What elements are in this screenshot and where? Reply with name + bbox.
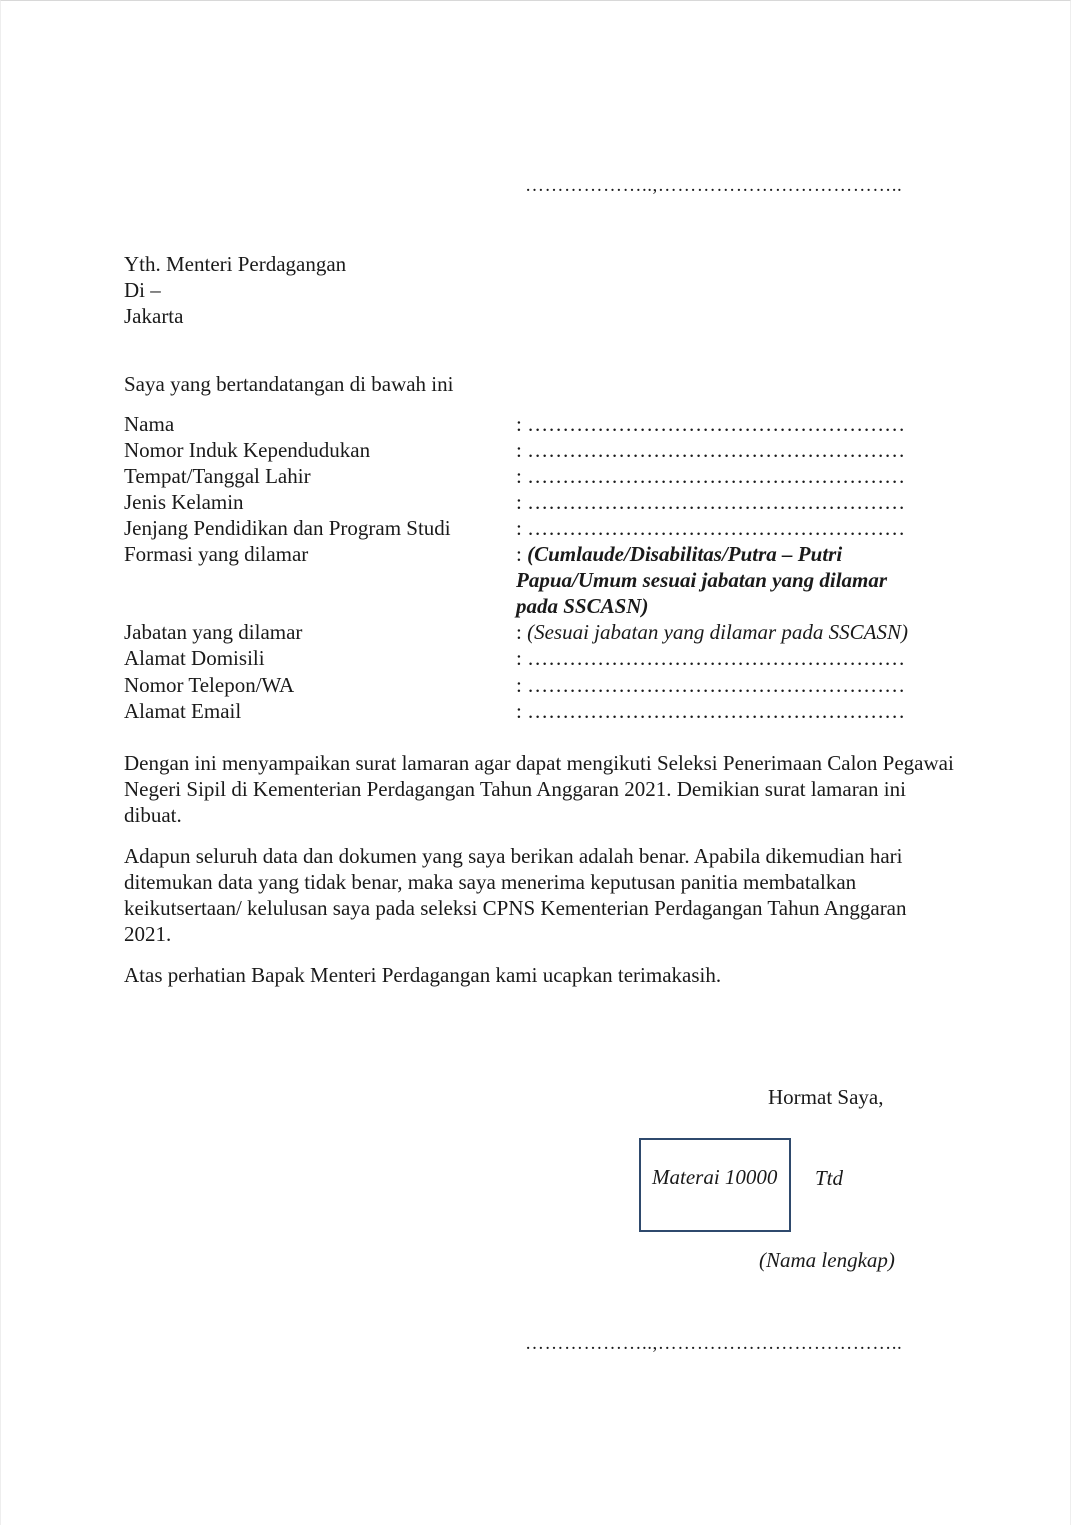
field-value-jabatan (516, 619, 908, 645)
field-value-gender: : ……………………………………………… (516, 490, 906, 514)
field-label-jabatan: Jabatan yang dilamar (124, 620, 303, 644)
field-value-jabatan-prefix: : (516, 620, 528, 644)
body-paragraph-3: Atas perhatian Bapak Menteri Perdagangan kami ucapkan terimakasih. (124, 963, 722, 987)
field-value-ttl: : ……………………………………………… (516, 464, 906, 488)
signer-name: (Nama lengkap) (759, 1248, 895, 1272)
field-value-formasi-3: pada SSCASN) (516, 594, 649, 618)
field-value-education: : ……………………………………………… (516, 516, 906, 540)
field-value-phone: : ……………………………………………… (516, 673, 906, 697)
field-label-nik: Nomor Induk Kependudukan (124, 438, 371, 462)
place-date-top: ………………..,……………………………….. (525, 175, 903, 196)
field-value-formasi-prefix: : (516, 542, 528, 566)
body-paragraph-1: Dengan ini menyampaikan surat lamaran agar dapat mengikuti Seleksi Penerimaan Calon Pegawai Negeri Sipil di Kementerian Perdagangan Tahun Anggaran 2021. Demikian surat lamaran ini dibuat. (124, 751, 954, 827)
field-value-domisili: : ……………………………………………… (516, 646, 906, 670)
field-label-nama: Nama (124, 412, 175, 436)
recipient-city: Jakarta (124, 304, 184, 328)
field-label-ttl: Tempat/Tanggal Lahir (124, 464, 311, 488)
field-value-jabatan-text: (Sesuai jabatan yang dilamar pada SSCASN) (527, 620, 908, 644)
field-value-email: : ……………………………………………… (516, 699, 906, 723)
field-label-email: Alamat Email (124, 699, 242, 723)
recipient-line: Yth. Menteri Perdagangan (124, 252, 347, 276)
field-label-formasi: Formasi yang dilamar (124, 542, 309, 566)
body-paragraph-2: Adapun seluruh data dan dokumen yang saya berikan adalah benar. Apabila dikemudian hari ditemukan data yang tidak benar, maka saya menerima keputusan panitia membatalkan keikutsertaan/ kelulusan saya pada seleksi CPNS Kementerian Perdagangan Tahun Anggaran 2021. (124, 844, 907, 946)
closing-text: Hormat Saya, (768, 1085, 884, 1109)
field-value-formasi-text-1: (Cumlaude/Disabilitas/Putra – Putri (527, 542, 843, 566)
signature-mark: Ttd (815, 1166, 844, 1190)
field-label-education: Jenjang Pendidikan dan Program Studi (124, 516, 451, 540)
field-value-nik: : ……………………………………………… (516, 438, 906, 462)
place-date-bottom: ………………..,……………………………….. (525, 1333, 903, 1354)
field-label-phone: Nomor Telepon/WA (124, 673, 295, 697)
field-label-gender: Jenis Kelamin (124, 490, 244, 514)
field-value-nama: : ……………………………………………… (516, 412, 906, 436)
intro-text: Saya yang bertandatangan di bawah ini (124, 372, 454, 396)
field-label-domisili: Alamat Domisili (124, 646, 265, 670)
stamp-label: Materai 10000 (652, 1165, 778, 1189)
field-value-formasi-1 (516, 541, 842, 567)
field-value-formasi-2: Papua/Umum sesuai jabatan yang dilamar (516, 568, 888, 592)
recipient-di: Di – (124, 278, 161, 302)
